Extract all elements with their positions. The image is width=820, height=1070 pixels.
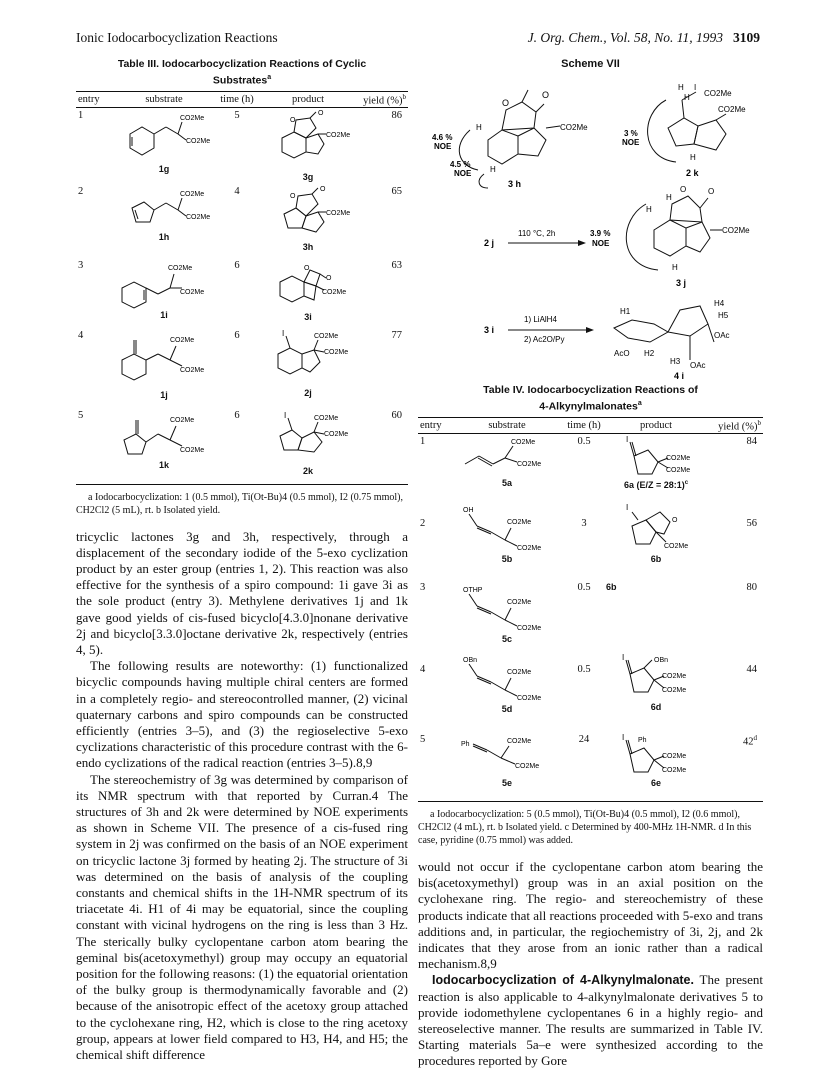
table4-product-label: 6b bbox=[606, 581, 617, 592]
right-paragraph-1: would not occur if the cyclopentane carbon atom bearing the bis(acetoxymethyl) group was in an axial position on the cyclohexane ring. The regio- and stereochemistry of these products indicate that all reactions proceeded with 5-exo and trans additions and, in particular, the regiochemistry of 3i, 2j, and 2k indicates that they arose from an ionic rather than a radical mechanism.8,9 bbox=[418, 859, 763, 972]
substrate-1j-structure bbox=[114, 330, 214, 390]
table4-entry: 5 bbox=[418, 732, 452, 802]
label-co2me: CO2Me bbox=[704, 89, 732, 98]
journal-citation: J. Org. Chem., Vol. 58, No. 11, 1993 bbox=[527, 30, 723, 45]
table4-substrate-label: 5e bbox=[501, 777, 512, 788]
right-column bbox=[418, 58, 763, 1070]
label-o: O bbox=[326, 275, 332, 282]
table3-entry: 5 bbox=[76, 408, 112, 484]
label-co2me: CO2Me bbox=[517, 694, 542, 702]
table3-header-row bbox=[76, 91, 408, 108]
table3-substrate-label: 1h bbox=[158, 232, 170, 242]
table-row bbox=[76, 408, 408, 484]
table3-product-label: 2j bbox=[304, 388, 312, 398]
product-6b-structure bbox=[608, 502, 704, 554]
table4-footnote: a Iodocarbocyclization: 5 (0.5 mmol), Ti(Ot-Bu)4 (0.5 mmol), I2 (0.6 mmol), CH2Cl2 (4 mL), rt. b Isolated yield. c Determined by 400-MHz 1H-NMR. d In this case, pyridine (0.75 mmol) was added. bbox=[418, 809, 752, 846]
label-co2me: CO2Me bbox=[507, 737, 532, 745]
label-co2me: CO2Me bbox=[664, 542, 689, 550]
compound-label: 3 i bbox=[484, 325, 495, 335]
table4-yield: 80 bbox=[746, 581, 757, 593]
structure-3h bbox=[432, 90, 588, 189]
compound-label: 2 k bbox=[686, 168, 699, 178]
table4-yield-mark: d bbox=[753, 733, 757, 742]
compound-label: 3 h bbox=[508, 179, 522, 189]
table4-yield: 44 bbox=[746, 663, 757, 675]
section-heading: Iodocarbocyclization of 4-Alkynylmalonate. bbox=[432, 973, 694, 988]
table3-footnote: a Iodocarbocyclization: 1 (0.5 mmol), Ti(Ot-Bu)4 (0.5 mmol), I2 (0.75 mmol), CH2Cl2 (5 mL), rt. b Isolated yield. bbox=[76, 491, 403, 516]
label-co2me: CO2Me bbox=[326, 132, 351, 139]
label-h5: H5 bbox=[718, 311, 729, 320]
table3-product-cell bbox=[258, 408, 358, 484]
label-h4: H4 bbox=[714, 299, 725, 308]
table4-substrate-cell bbox=[452, 732, 562, 802]
table3-header-yield-mark: b bbox=[402, 92, 406, 101]
label-co2me: CO2Me bbox=[511, 439, 536, 446]
label-co2me: CO2Me bbox=[718, 105, 746, 114]
table4-product-mark: c bbox=[684, 480, 689, 486]
product-3g-structure bbox=[260, 110, 356, 172]
product-3h-structure bbox=[260, 186, 356, 242]
table3-substrate-label: 1i bbox=[160, 310, 168, 320]
table3-yield: 65 bbox=[391, 186, 402, 197]
label-co2me: CO2Me bbox=[186, 214, 211, 221]
table3 bbox=[76, 91, 408, 485]
table-row bbox=[76, 328, 408, 408]
table3-product-label: 3h bbox=[302, 242, 314, 252]
table3-substrate-label: 1g bbox=[158, 164, 170, 174]
label-o: O bbox=[542, 90, 550, 100]
table3-header-time: time (h) bbox=[216, 91, 258, 108]
compound-label: 4 i bbox=[674, 371, 685, 380]
scheme7-title: Scheme VII bbox=[561, 58, 620, 70]
label-co2me: CO2Me bbox=[666, 467, 691, 474]
table4-substrate-label: 5d bbox=[501, 703, 513, 714]
reaction-2j-3j bbox=[484, 185, 750, 288]
table3-yield: 63 bbox=[391, 260, 402, 271]
table4-header-substrate: substrate bbox=[452, 417, 562, 434]
label-co2me: CO2Me bbox=[722, 226, 750, 235]
table4-substrate-cell bbox=[452, 650, 562, 732]
label-o: O bbox=[304, 265, 310, 272]
right-paragraph-2 bbox=[418, 972, 763, 1069]
table4-yield: 56 bbox=[746, 517, 757, 529]
table3-caption-line2: Substrates bbox=[212, 74, 268, 87]
table3-caption-mark: a bbox=[267, 74, 272, 81]
table4-substrate-cell bbox=[452, 500, 562, 580]
table4-product-cell bbox=[606, 434, 706, 500]
noe-label: NOE bbox=[592, 239, 610, 248]
table4-yield: 84 bbox=[746, 436, 757, 447]
table3-entry: 3 bbox=[78, 260, 84, 271]
reaction-3i-4i bbox=[484, 299, 730, 380]
table3-time: 6 bbox=[234, 330, 240, 341]
label-o: O bbox=[318, 110, 324, 117]
table4-header-entry: entry bbox=[418, 417, 452, 434]
product-2k-structure bbox=[260, 410, 356, 466]
label-co2me: CO2Me bbox=[180, 289, 205, 296]
label-co2me: CO2Me bbox=[666, 455, 691, 462]
table4-header-yield bbox=[706, 417, 763, 434]
table3-product-label: 3i bbox=[304, 312, 312, 322]
substrate-1g-structure bbox=[116, 110, 212, 164]
substrate-5d-structure bbox=[457, 652, 557, 704]
label-co2me: CO2Me bbox=[322, 289, 347, 296]
label-co2me: CO2Me bbox=[186, 138, 211, 145]
label-co2me: CO2Me bbox=[560, 123, 588, 132]
table3-yield: 60 bbox=[358, 408, 408, 484]
left-paragraph-2: The following results are noteworthy: (1) functionalized bicyclic compounds having multiple chiral centers are formed in a completely regio- and stereocontrolled manner, (2) vicinal quaternary carbons and spiro compounds can be constructed efficiently (entries 3–5), and (3) the regioselective 5-exo cyclizations characteristic of this procedure contrast with the 6-endo cyclizations of the radical reaction (entries 3–5).8,9 bbox=[76, 658, 408, 771]
table4-yield bbox=[706, 732, 763, 802]
noe-label: NOE bbox=[434, 142, 452, 151]
label-o: O bbox=[290, 193, 296, 200]
label-o: O bbox=[672, 516, 678, 524]
running-head-title: Ionic Iodocarbocyclization Reactions bbox=[76, 30, 278, 45]
label-aco: AcO bbox=[614, 349, 630, 358]
label-co2me: CO2Me bbox=[324, 431, 349, 438]
scheme7-figure bbox=[418, 70, 763, 380]
table3-product-label: 3g bbox=[302, 172, 314, 182]
table3-entry: 1 bbox=[78, 110, 84, 121]
product-3i-structure bbox=[260, 260, 356, 312]
table4-substrate-cell bbox=[452, 434, 562, 500]
table4-time: 24 bbox=[562, 732, 606, 802]
label-o: O bbox=[320, 186, 326, 193]
left-column bbox=[76, 58, 408, 1063]
substrate-1i-structure bbox=[114, 260, 214, 310]
right-paragraph-2-text: The present reaction is also applicable to 4-alkynylmalonate derivatives 5 to provide iodomethylene cyclopentanes 6 in a highly regio- and stereoselective manner. The results are summarized in Table IV. Starting materials 5a–e were synthesized according to the procedures reported by Gore bbox=[418, 972, 763, 1069]
label-h2: H2 bbox=[644, 349, 655, 358]
label-co2me: CO2Me bbox=[515, 762, 540, 770]
table4-product-cell bbox=[606, 650, 706, 732]
table3-product-cell bbox=[258, 258, 358, 328]
table4-entry: 1 bbox=[420, 436, 426, 447]
substrate-5b-structure bbox=[457, 502, 557, 554]
label-iodo: I bbox=[694, 83, 697, 92]
table3-time: 6 bbox=[216, 408, 258, 484]
table-row bbox=[76, 184, 408, 258]
label-h: H bbox=[672, 263, 678, 272]
table4-time: 3 bbox=[581, 517, 587, 529]
table4-header-row bbox=[418, 417, 763, 434]
table3-header-yield-text: yield (%) bbox=[363, 95, 403, 106]
label-co2me: CO2Me bbox=[662, 686, 687, 694]
label-h3: H3 bbox=[670, 357, 681, 366]
table4-caption bbox=[418, 384, 763, 414]
table3-product-label: 2k bbox=[302, 466, 313, 476]
left-paragraph-1: tricyclic lactones 3g and 3h, respectively, through a displacement of the secondary iodide of the 5-exo cyclization product by an ester group (entries 1, 2). This reaction was also effective for the synthesis of a spiro compound: 1i gave 3i as the sole product (entry 3). Methylene derivatives 1j and 1k gave good yields of cis-fused bicyclo[4.3.0]nonane derivative 2j and bicyclo[3.3.0]octane derivative 2k, respectively (entries 4, 5). bbox=[76, 528, 408, 657]
table3-product-cell bbox=[258, 108, 358, 185]
table3-substrate-cell bbox=[112, 108, 216, 185]
page-number: 3109 bbox=[733, 30, 760, 45]
label-substituent: OBn bbox=[463, 656, 478, 664]
table4-substrate-label: 5c bbox=[501, 633, 512, 644]
label-co2me: CO2Me bbox=[180, 367, 205, 374]
table4-time: 0.5 bbox=[577, 663, 591, 675]
product-6d-structure bbox=[608, 652, 704, 702]
label-iodo: I bbox=[622, 733, 625, 742]
table3-caption bbox=[76, 58, 408, 88]
substrate-5a-structure bbox=[457, 436, 557, 478]
label-substituent: OTHP bbox=[463, 586, 483, 594]
label-h: H bbox=[490, 165, 496, 174]
table4-product-cell bbox=[606, 732, 706, 802]
table3-substrate-cell bbox=[112, 408, 216, 484]
table4-header-yield-mark: b bbox=[757, 418, 761, 427]
table-row bbox=[418, 732, 763, 802]
left-paragraph-3: The stereochemistry of 3g was determined by comparison of its NMR spectrum with that reported by Curran.4 The structures of 3h and 2k were determined by NOE experiments as shown in Scheme VII. The presence of a cis-fused ring system in 2j was confirmed on the basis of an NOE experiment on tricyclic lactone 3j formed by heating 2j. The structure of 3i was determined on the basis of analysis of the coupling constants and chemical shifts in the 1H-NMR spectrum of its triacetate 4i. H1 of 4i may be equatorial, since the coupling constant with vicinal hydrogens on the ring is less than 3 Hz. The sterically bulky cyclopentane carbon atom bearing the geminal bis(acetoxymethyl) group may occupy an equatorial position for the following reasons: (1) the equatorial orientation of the bulky group is thermodynamically favorable and (2) because of the anisotropic effect of the acetoxy group attached to the cyclohexane ring, H2, which is close to the ring acetoxy group, appears at lower field compared to H3, H4, and H5; the chemical shift difference bbox=[76, 771, 408, 1062]
table4-product-label: 6b bbox=[650, 553, 662, 564]
table4-time: 0.5 bbox=[577, 581, 591, 593]
reaction-condition: 110 °C, 2h bbox=[518, 229, 556, 238]
table3-entry: 4 bbox=[78, 330, 84, 341]
table3-yield: 77 bbox=[391, 330, 402, 341]
table3-substrate-label: 1j bbox=[160, 390, 168, 400]
table4-entry: 2 bbox=[420, 517, 426, 529]
label-co2me: CO2Me bbox=[517, 461, 542, 468]
table3-entry: 2 bbox=[78, 186, 84, 197]
table4-product-label: 6d bbox=[650, 701, 662, 712]
label-co2me: CO2Me bbox=[662, 752, 687, 760]
table4-entry: 4 bbox=[420, 663, 426, 675]
table4-caption-line1: Table IV. Iodocarbocyclization Reactions of bbox=[483, 384, 698, 396]
label-iodo: I bbox=[282, 330, 285, 338]
label-o: O bbox=[290, 117, 296, 124]
table3-caption-line1: Table III. Iodocarbocyclization Reactions of Cyclic bbox=[117, 58, 367, 70]
label-co2me: CO2Me bbox=[168, 265, 193, 272]
label-iodo: I bbox=[626, 502, 629, 512]
label-co2me: CO2Me bbox=[180, 115, 205, 122]
label-h: H bbox=[646, 205, 652, 214]
label-co2me: CO2Me bbox=[507, 598, 532, 606]
table3-header-entry: entry bbox=[76, 91, 112, 108]
table3-header-yield bbox=[358, 91, 408, 108]
label-co2me: CO2Me bbox=[517, 544, 542, 552]
label-h: H bbox=[666, 193, 672, 202]
table3-substrate-cell bbox=[112, 184, 216, 258]
table3-header-product: product bbox=[258, 91, 358, 108]
table-row bbox=[418, 434, 763, 500]
label-iodo: I bbox=[284, 411, 287, 420]
running-head bbox=[76, 30, 760, 48]
label-co2me: CO2Me bbox=[314, 333, 339, 340]
label-co2me: CO2Me bbox=[324, 349, 349, 356]
label-h: H bbox=[476, 123, 482, 132]
label-co2me: CO2Me bbox=[507, 518, 532, 526]
table3-yield: 86 bbox=[391, 110, 402, 121]
label-substituent: OH bbox=[463, 506, 474, 514]
reaction-condition: 2) Ac2O/Py bbox=[524, 335, 565, 344]
label-h1: H1 bbox=[620, 307, 631, 316]
table4-caption-line2: 4-Alkynylmalonates bbox=[539, 400, 638, 413]
label-substituent: Ph bbox=[461, 740, 470, 748]
table-row bbox=[418, 580, 763, 650]
table3-substrate-cell bbox=[112, 258, 216, 328]
compound-label: 2 j bbox=[484, 238, 495, 248]
noe-value: 4.6 % bbox=[432, 133, 453, 142]
table4-yield-text: 42 bbox=[743, 736, 754, 747]
noe-value: 4.5 % bbox=[450, 160, 471, 169]
table4 bbox=[418, 417, 763, 803]
table4-substrate-label: 5a bbox=[501, 478, 512, 488]
table-row bbox=[418, 500, 763, 580]
label-h: H bbox=[678, 83, 684, 92]
table4-substrate-cell bbox=[452, 580, 562, 650]
table4-product-label bbox=[624, 480, 688, 490]
table4-time: 0.5 bbox=[577, 436, 591, 447]
label-co2me: CO2Me bbox=[180, 191, 205, 198]
table3-product-cell bbox=[258, 328, 358, 408]
label-o: O bbox=[680, 185, 687, 194]
label-o: O bbox=[502, 98, 510, 108]
label-oac: OAc bbox=[690, 361, 706, 370]
substrate-1h-structure bbox=[116, 186, 212, 232]
table4-header-yield-text: yield (%) bbox=[718, 421, 758, 432]
label-co2me: CO2Me bbox=[326, 210, 351, 217]
label-co2me: CO2Me bbox=[170, 417, 195, 424]
table4-product-label: 6e bbox=[650, 777, 661, 788]
noe-value: 3.9 % bbox=[590, 229, 611, 238]
table4-caption-mark: a bbox=[637, 400, 642, 407]
noe-label: NOE bbox=[622, 138, 640, 147]
table3-time: 5 bbox=[234, 110, 240, 121]
product-2j-structure bbox=[260, 330, 356, 388]
table3-substrate-cell bbox=[112, 328, 216, 408]
label-h: H bbox=[684, 93, 690, 102]
table3-header-substrate: substrate bbox=[112, 91, 216, 108]
running-head-citation bbox=[528, 30, 760, 46]
table3-time: 6 bbox=[234, 260, 240, 271]
label-co2me: CO2Me bbox=[662, 766, 687, 774]
label-co2me: CO2Me bbox=[314, 415, 339, 422]
table4-entry: 3 bbox=[420, 581, 426, 593]
compound-label: 3 j bbox=[676, 278, 687, 288]
substrate-1k-structure bbox=[114, 410, 214, 460]
table-row bbox=[76, 258, 408, 328]
table4-substrate-label: 5b bbox=[501, 553, 513, 564]
table-row bbox=[418, 650, 763, 732]
label-co2me: CO2Me bbox=[170, 337, 195, 344]
structure-2k bbox=[622, 83, 746, 178]
label-iodo: I bbox=[622, 652, 625, 662]
label-co2me: CO2Me bbox=[517, 624, 542, 632]
table4-header-time: time (h) bbox=[562, 417, 606, 434]
label-h: H bbox=[690, 153, 696, 162]
substrate-5c-structure bbox=[457, 582, 557, 634]
substrate-5e-structure bbox=[457, 734, 557, 778]
label-o: O bbox=[708, 187, 715, 196]
table4-product-label-text: 6a (E/Z = 28:1) bbox=[623, 480, 685, 490]
table4-product-cell bbox=[606, 500, 706, 580]
table3-substrate-label: 1k bbox=[158, 460, 169, 470]
label-oac: OAc bbox=[714, 331, 730, 340]
label-obn: OBn bbox=[654, 656, 669, 664]
noe-value: 3 % bbox=[624, 129, 638, 138]
table3-time: 4 bbox=[234, 186, 240, 197]
noe-label: NOE bbox=[454, 169, 472, 178]
product-6a-structure bbox=[608, 436, 704, 480]
label-co2me: CO2Me bbox=[507, 668, 532, 676]
table4-header-product: product bbox=[606, 417, 706, 434]
product-6e-structure bbox=[608, 734, 704, 778]
table4-product-cell bbox=[606, 580, 706, 650]
label-co2me: CO2Me bbox=[180, 447, 205, 454]
label-ph: Ph bbox=[638, 736, 647, 744]
table3-product-cell bbox=[258, 184, 358, 258]
label-co2me: CO2Me bbox=[662, 672, 687, 680]
label-iodo: I bbox=[626, 436, 629, 444]
table-row bbox=[76, 108, 408, 185]
reaction-condition: 1) LiAlH4 bbox=[524, 315, 557, 324]
